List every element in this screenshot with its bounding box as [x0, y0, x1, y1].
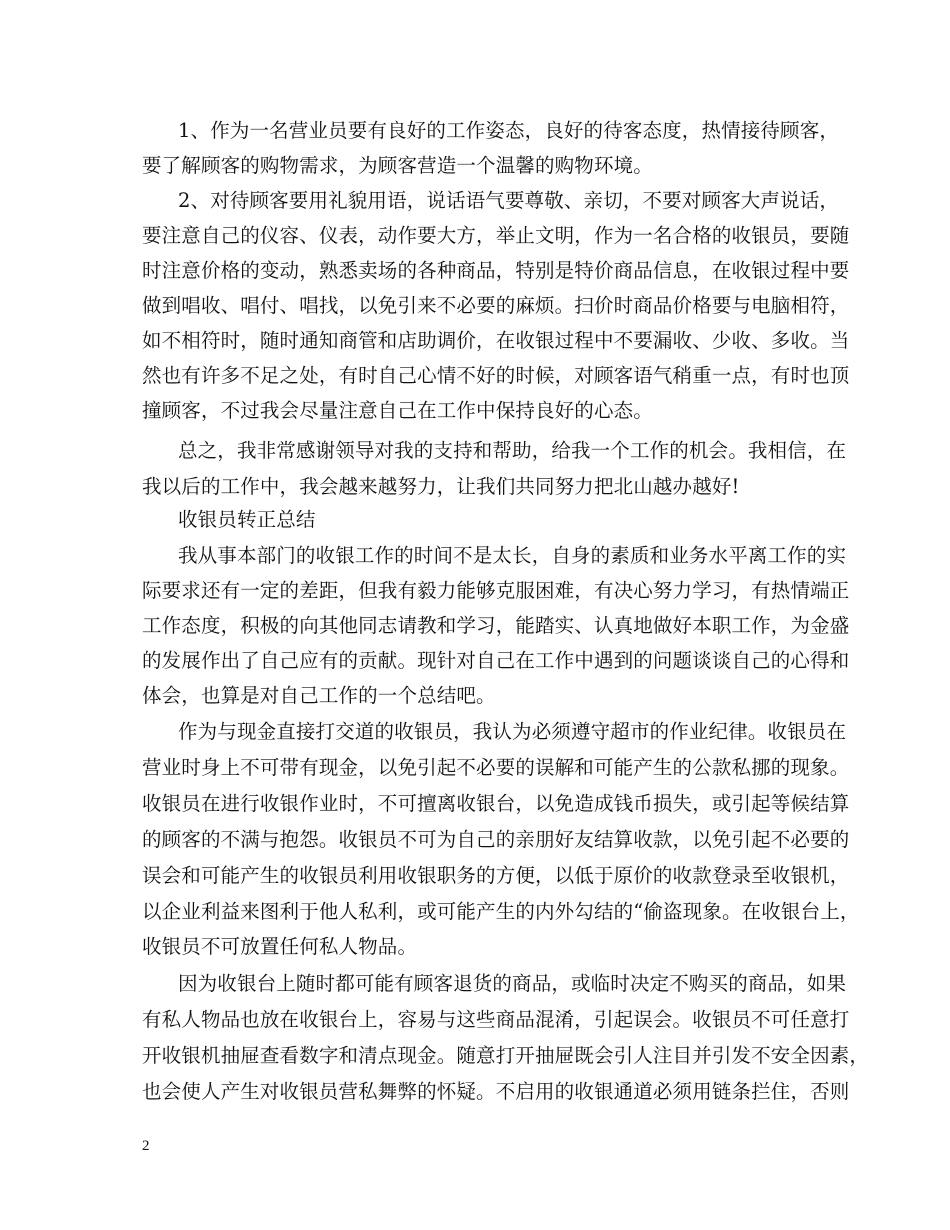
text-line: 时注意价格的变动，熟悉卖场的各种商品，特别是特价商品信息，在收银过程中要 [142, 259, 850, 282]
text-line: 的顾客的不满与抱怨。收银员不可为自己的亲朋好友结算收款，以免引起不必要的 [142, 828, 850, 851]
text-line: 做到唱收、唱付、唱找，以免引来不必要的麻烦。扫价时商品价格要与电脑相符， [142, 294, 850, 317]
text-line: 体会，也算是对自己工作的一个总结吧。 [142, 684, 496, 707]
page-number: 2 [142, 1138, 150, 1154]
text-line: 有私人物品也放在收银台上，容易与这些商品混淆，引起误会。收银员不可任意打 [142, 1008, 850, 1031]
text-line: 误会和可能产生的收银员利用收银职务的方便，以低于原价的收款登录至收银机， [142, 864, 850, 887]
text-line: 工作态度，积极的向其他同志请教和学习，能踏实、认真地做好本职工作，为金盛 [142, 614, 850, 637]
text-line: 要了解顾客的购物需求，为顾客营造一个温馨的购物环境。 [142, 154, 653, 177]
text-line: 我以后的工作中，我会越来越努力，让我们共同努力把北山越办越好! [142, 475, 740, 498]
text-line: 收银员不可放置任何私人物品。 [142, 935, 418, 958]
text-line: 如不相符时，随时通知商管和店助调价，在收银过程中不要漏收、少收、多收。当 [142, 329, 850, 352]
text-line: 要注意自己的仪容、仪表，动作要大方，举止文明，作为一名合格的收银员，要随 [142, 224, 850, 247]
text-line: 我从事本部门的收银工作的时间不是太长，自身的素质和业务水平离工作的实 [178, 544, 847, 567]
text-line: 总之，我非常感谢领导对我的支持和帮助，给我一个工作的机会。我相信，在 [178, 439, 847, 462]
text-line: 营业时身上不可带有现金，以免引起不必要的误解和可能产生的公款私挪的现象。 [142, 756, 850, 779]
text-line: 也会使人产生对收银员营私舞弊的怀疑。不启用的收银通道必须用链条拦住，否则 [142, 1080, 850, 1103]
text-line: 因为收银台上随时都可能有顾客退货的商品，或临时决定不购买的商品，如果 [178, 972, 847, 995]
text-line: 的发展作出了自己应有的贡献。现针对自己在工作中遇到的问题谈谈自己的心得和 [142, 649, 850, 672]
section-heading: 收银员转正总结 [178, 508, 316, 531]
text-line: 际要求还有一定的差距，但我有毅力能够克服困难，有决心努力学习，有热情端正 [142, 579, 850, 602]
text-line: 撞顾客，不过我会尽量注意自己在工作中保持良好的心态。 [142, 399, 653, 422]
text-line: 作为与现金直接打交道的收银员，我认为必须遵守超市的作业纪律。收银员在 [178, 720, 847, 743]
text-line: 然也有许多不足之处，有时自己心情不好的时候，对顾客语气稍重一点，有时也顶 [142, 364, 850, 387]
text-line: 1、作为一名营业员要有良好的工作姿态，良好的待客态度，热情接待顾客， [178, 119, 840, 142]
text-line: 收银员在进行收银作业时，不可擅离收银台，以免造成钱币损失，或引起等候结算 [142, 792, 850, 815]
text-line: 2、对待顾客要用礼貌用语，说话语气要尊敬、亲切，不要对顾客大声说话， [178, 189, 840, 212]
text-line: 以企业利益来图利于他人私利，或可能产生的内外勾结的“偷盗现象。在收银台上， [142, 900, 860, 923]
text-line: 开收银机抽屉查看数字和清点现金。随意打开抽屉既会引人注目并引发不安全因素， [142, 1044, 870, 1067]
